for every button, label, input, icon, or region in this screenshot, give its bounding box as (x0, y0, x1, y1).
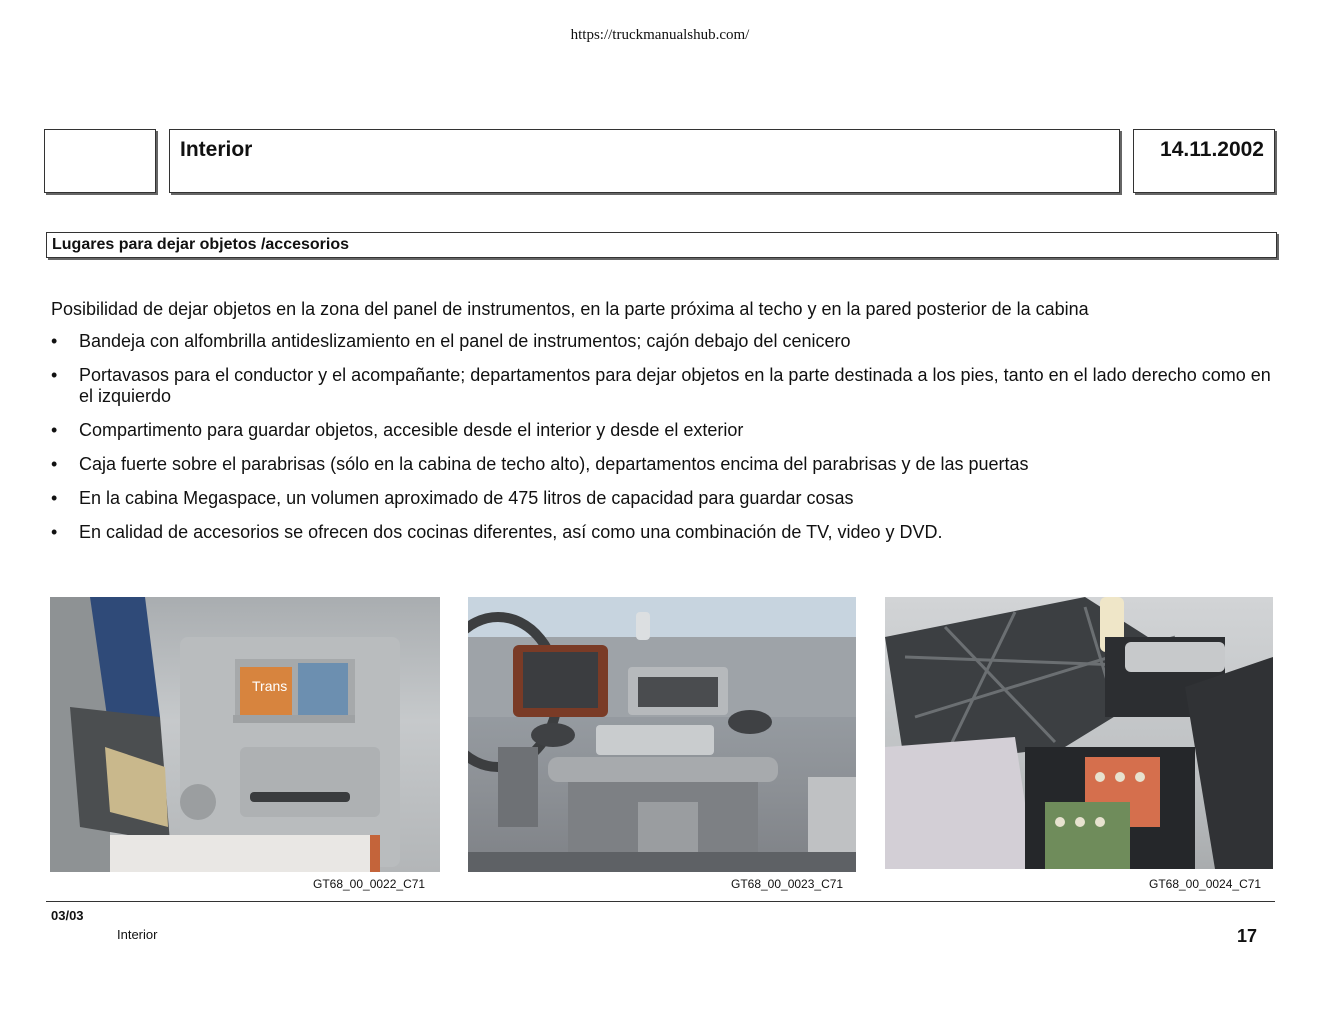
figure-caption: GT68_00_0024_C71 (1149, 877, 1262, 891)
list-item (51, 488, 1271, 509)
list-item-text: Compartimento para guardar objetos, accesible desde el interior y desde el exterior (79, 420, 744, 440)
list-item-text: Portavasos para el conductor y el acompañante; departamentos para dejar objetos en la parte destinada a los pies, tanto en el lado derecho como en el izquierdo (79, 365, 1271, 406)
bullet-icon: • (51, 454, 58, 474)
feature-list (51, 331, 1271, 556)
page-title: Interior (180, 138, 253, 161)
photo-dashboard (468, 597, 856, 872)
footer-code: 03/03 (51, 908, 84, 923)
page-number: 17 (1237, 926, 1258, 946)
list-item (51, 365, 1271, 407)
section-heading: Lugares para dejar objetos /accesorios (46, 232, 1277, 258)
list-item-text: En calidad de accesorios se ofrecen dos cocinas diferentes, así como una combinación de TV, video y DVD. (79, 522, 943, 542)
bullet-icon: • (51, 331, 58, 351)
header-left-box (44, 129, 156, 193)
document-date: 14.11.2002 (1160, 138, 1264, 161)
header-date-box (1133, 129, 1275, 193)
list-item-text: Caja fuerte sobre el parabrisas (sólo en la cabina de techo alto), departamentos encima del parabrisas y de las puertas (79, 454, 1029, 474)
list-item (51, 420, 1271, 441)
list-item-text: Bandeja con alfombrilla antideslizamiento en el panel de instrumentos; cajón debajo del cenicero (79, 331, 851, 351)
list-item (51, 454, 1271, 475)
figure-caption: GT68_00_0022_C71 (313, 877, 426, 891)
footer-section: Interior (117, 927, 158, 942)
photo-storage-compartment (885, 597, 1273, 869)
list-item (51, 522, 1271, 543)
bullet-icon: • (51, 365, 58, 385)
figure-caption: GT68_00_0023_C71 (731, 877, 844, 891)
footer-divider (46, 901, 1275, 902)
photo-overhead-storage (50, 597, 440, 872)
list-item (51, 331, 1271, 352)
bullet-icon: • (51, 522, 58, 542)
list-item-text: En la cabina Megaspace, un volumen aproximado de 475 litros de capacidad para guardar cosas (79, 488, 854, 508)
intro-paragraph: Posibilidad de dejar objetos en la zona del panel de instrumentos, en la parte próxima al techo y en la pared posterior de la cabina (51, 299, 1089, 319)
header-title-box (169, 129, 1120, 193)
source-url: https://truckmanualshub.com/ (570, 27, 750, 43)
bullet-icon: • (51, 488, 58, 508)
bullet-icon: • (51, 420, 58, 440)
magazine-title: Trans (252, 678, 288, 694)
